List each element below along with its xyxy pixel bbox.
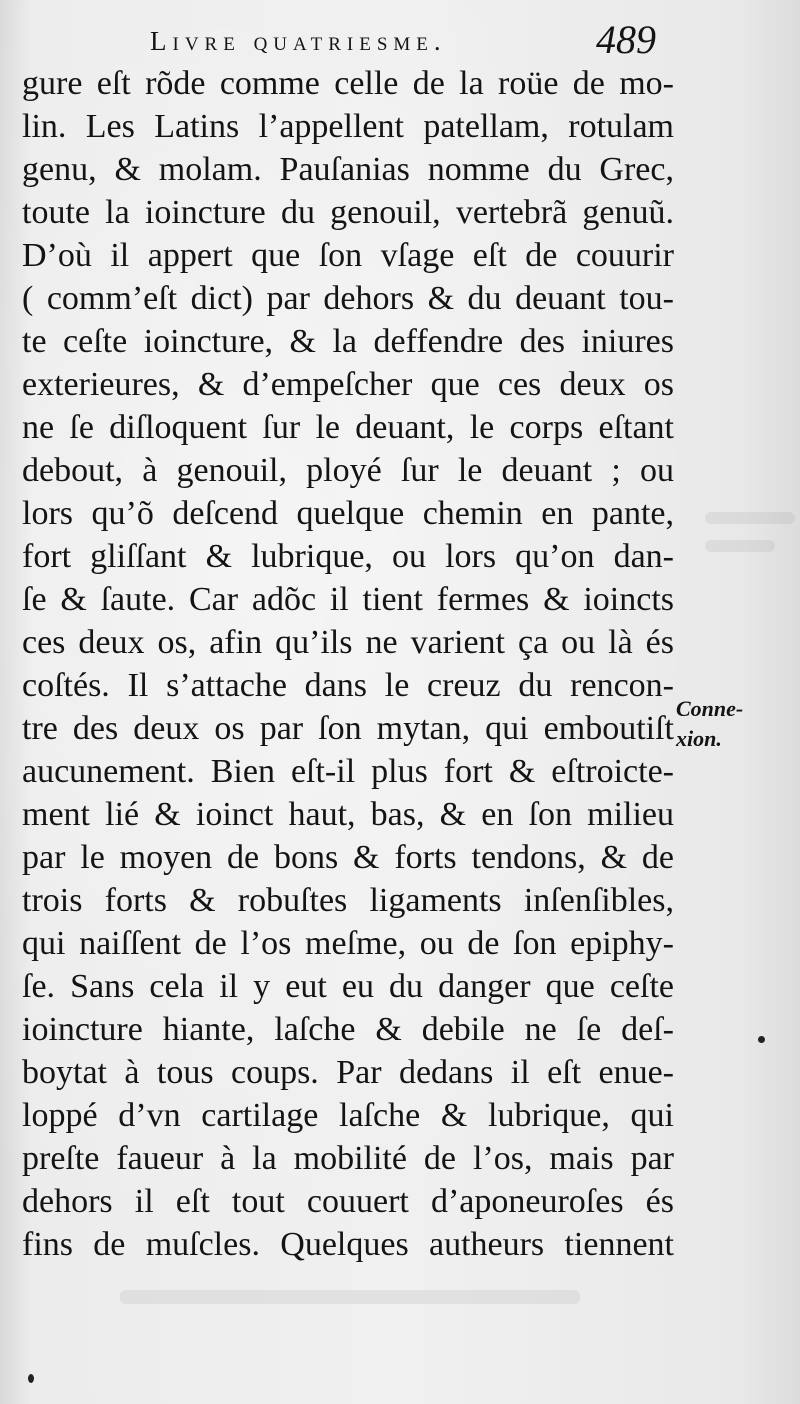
text-line: D’où il appert que ſon vſage eſt de couurir <box>22 237 674 274</box>
text-line: coſtés. Il s’attache dans le creuz du rencon- <box>22 667 674 704</box>
page-number: 489 <box>596 17 656 62</box>
text-line: trois forts & robuſtes ligaments inſenſibles, <box>22 882 674 919</box>
text-line: fins de muſcles. Quelques autheurs tiennent <box>22 1226 674 1263</box>
text-line: ces deux os, afin qu’ils ne varient ça ou là és <box>22 624 674 661</box>
page-header <box>150 14 670 66</box>
text-line: lors qu’õ deſcend quelque chemin en pante, <box>22 495 674 532</box>
running-title: Livre quatriesme. <box>150 26 447 56</box>
marginal-note <box>676 694 786 754</box>
ink-speck <box>758 1036 765 1043</box>
text-line: te ceſte ioincture, & la deffendre des iniures <box>22 323 674 360</box>
text-line: qui naiſſent de l’os meſme, ou de ſon epiphy- <box>22 925 674 962</box>
marginal-note-line: xion. <box>676 726 722 751</box>
text-line: aucunement. Bien eſt-il plus fort & eſtroicte- <box>22 753 674 790</box>
text-line: genu, & molam. Pauſanias nomme du Grec, <box>22 151 674 188</box>
text-line: tre des deux os par ſon mytan, qui emboutiſt <box>22 710 674 747</box>
text-line: debout, à genouil, ployé ſur le deuant ; ou <box>22 452 674 489</box>
ink-speck <box>28 1374 34 1383</box>
text-line: gure eſt rõde comme celle de la roüe de mo- <box>22 65 674 102</box>
text-line: fort gliſſant & lubrique, ou lors qu’on dan- <box>22 538 674 575</box>
show-through-mark <box>120 1290 580 1304</box>
text-line: ioincture hiante, laſche & debile ne ſe deſ- <box>22 1011 674 1048</box>
show-through-mark <box>705 512 795 524</box>
text-line: toute la ioincture du genouil, vertebrã genuũ. <box>22 194 674 231</box>
text-line: ment lié & ioinct haut, bas, & en ſon milieu <box>22 796 674 833</box>
text-line: exterieures, & d’empeſcher que ces deux os <box>22 366 674 403</box>
text-line: ( comm’eſt dict) par dehors & du deuant tou- <box>22 280 674 317</box>
text-line: lin. Les Latins l’appellent patellam, rotulam <box>22 108 674 145</box>
marginal-note-line: Conne- <box>676 696 744 721</box>
text-line: ne ſe diſloquent ſur le deuant, le corps eſtant <box>22 409 674 446</box>
text-line: preſte faueur à la mobilité de l’os, mais par <box>22 1140 674 1177</box>
text-line: ſe. Sans cela il y eut eu du danger que ceſte <box>22 968 674 1005</box>
text-line: boytat à tous coups. Par dedans il eſt enue- <box>22 1054 674 1091</box>
text-line: par le moyen de bons & forts tendons, & de <box>22 839 674 876</box>
text-line: dehors il eſt tout couuert d’aponeuroſes és <box>22 1183 674 1220</box>
text-line: ſe & ſaute. Car adõc il tient fermes & ioincts <box>22 581 674 618</box>
text-line: loppé d’vn cartilage laſche & lubrique, qui <box>22 1097 674 1134</box>
body-text <box>22 62 674 1266</box>
show-through-mark <box>705 540 775 552</box>
